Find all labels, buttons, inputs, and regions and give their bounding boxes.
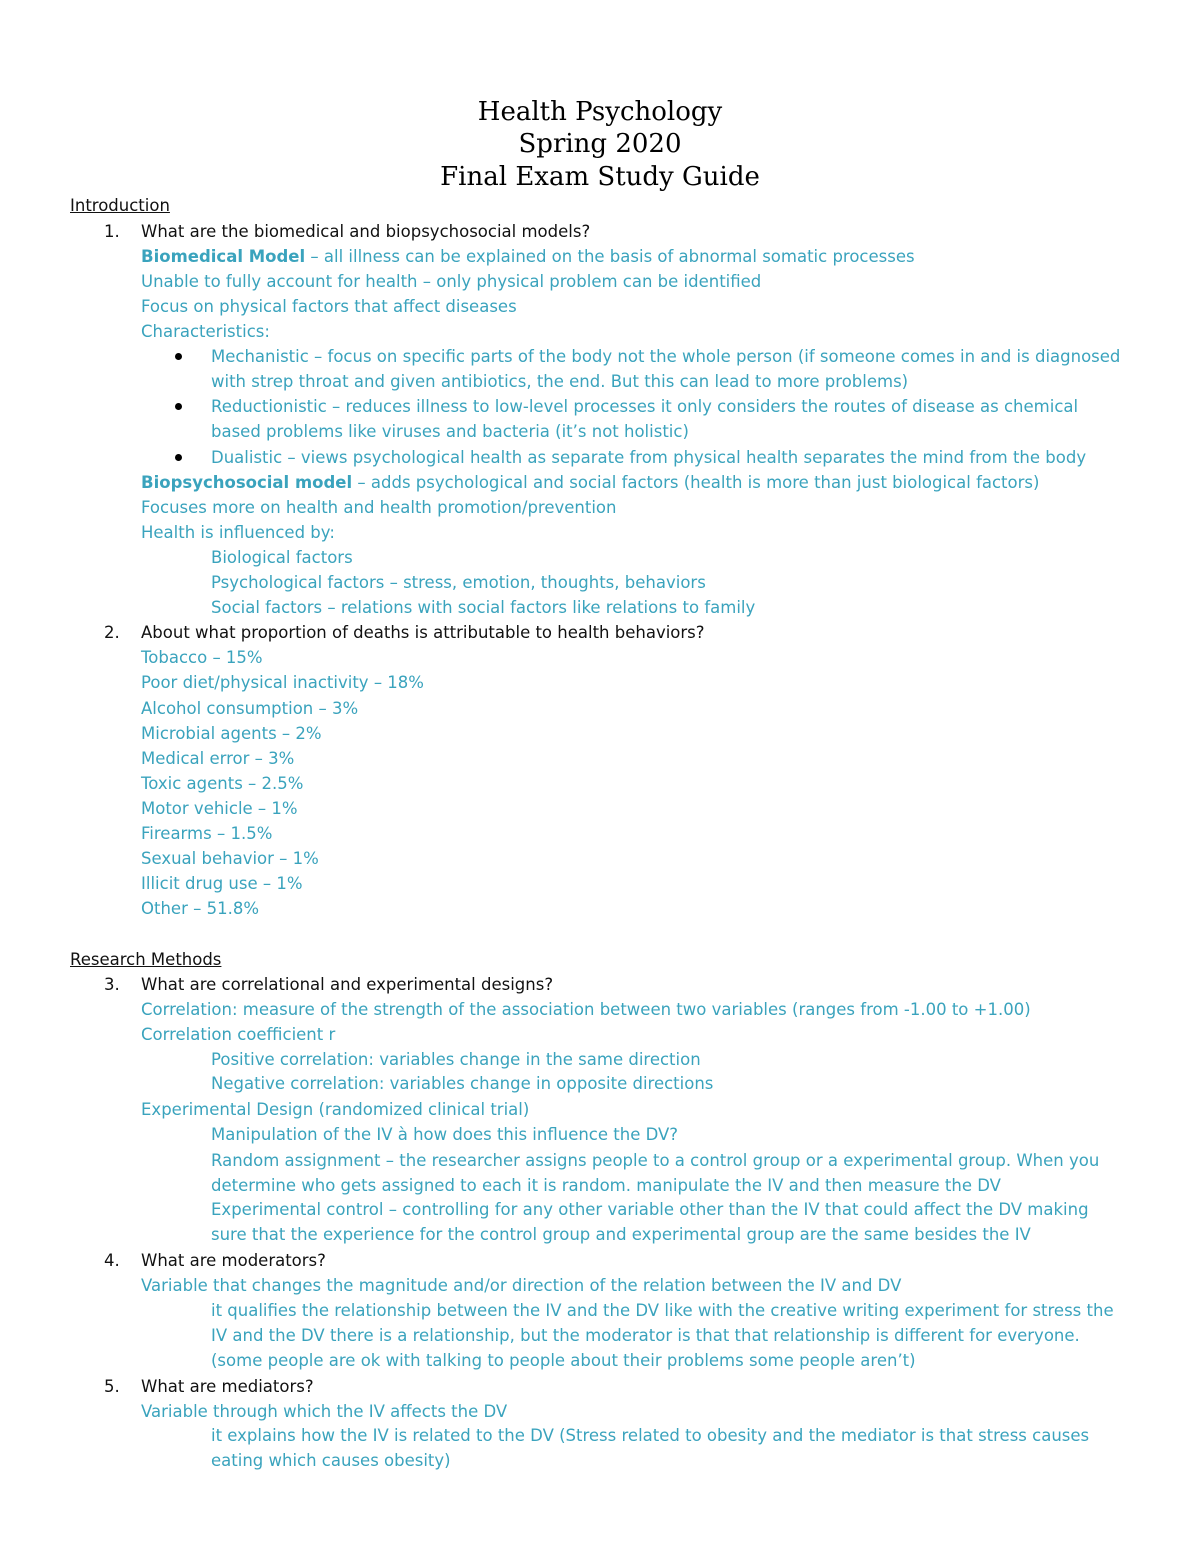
list-item: Toxic agents – 2.5% (141, 774, 304, 793)
answer-line: Correlation: measure of the strength of the association between two variables (ranges from -1.00 to +1.00) (141, 1000, 1031, 1019)
answer-line: Health is influenced by: (141, 523, 335, 542)
question-text: What are mediators? (141, 1377, 314, 1396)
answer-line-indented: it explains how the IV is related to the DV (Stress related to obesity and the mediator is that stress causes (211, 1426, 1090, 1445)
term-biomedical-model: Biomedical Model (141, 247, 306, 266)
answer-line-indented: Random assignment – the researcher assigns people to a control group or a experimental group. When you (211, 1151, 1100, 1170)
list-item: Sexual behavior – 1% (141, 849, 319, 868)
question-number: 4. (104, 1251, 120, 1270)
answer-line-indented: eating which causes obesity) (211, 1451, 451, 1470)
answer-line: Unable to fully account for health – only physical problem can be identified (141, 272, 762, 291)
bullet-icon (175, 454, 182, 461)
list-item: Medical error – 3% (141, 749, 295, 768)
answer-line-indented: IV and the DV there is a relationship, but the moderator is that that relationship is different for everyone. (211, 1326, 1080, 1345)
bullet-text: Dualistic – views psychological health as separate from physical health separates the mind from the body (211, 448, 1087, 467)
answer-line: Characteristics: (141, 322, 270, 341)
list-item: Firearms – 1.5% (141, 824, 273, 843)
bullet-text: Mechanistic – focus on specific parts of the body not the whole person (if someone comes in and is diagnosed (211, 347, 1121, 366)
factor-line: Psychological factors – stress, emotion, thoughts, behaviors (211, 573, 706, 592)
answer-line-indented: Manipulation of the IV à how does this influence the DV? (211, 1125, 679, 1144)
bullet-text-continued: with strep throat and given antibiotics, the end. But this can lead to more problems) (211, 372, 909, 391)
bullet-text-continued: based problems like viruses and bacteria (it’s not holistic) (211, 422, 689, 441)
question-number: 2. (104, 623, 120, 642)
term-definition: – adds psychological and social factors (health is more than just biological factors) (352, 473, 1040, 492)
bullet-icon (175, 403, 182, 410)
answer-line: Experimental Design (randomized clinical trial) (141, 1100, 530, 1119)
question-number: 1. (104, 222, 120, 241)
bullet-text: Reductionistic – reduces illness to low-level processes it only considers the routes of disease as chemical (211, 397, 1079, 416)
doc-subtitle-term: Spring 2020 (518, 129, 682, 159)
section-heading-research-methods: Research Methods (70, 950, 222, 969)
answer-line-indented: it qualifies the relationship between the IV and the DV like with the creative writing experiment for stress the (211, 1301, 1114, 1320)
answer-line-indented: Experimental control – controlling for any other variable other than the IV that could affect the DV making (211, 1200, 1089, 1219)
term-definition: – all illness can be explained on the basis of abnormal somatic processes (305, 247, 915, 266)
question-text: What are moderators? (141, 1251, 326, 1270)
answer-line: Variable that changes the magnitude and/or direction of the relation between the IV and DV (141, 1276, 902, 1295)
factor-line: Biological factors (211, 548, 353, 567)
answer-line-indented: Negative correlation: variables change in opposite directions (211, 1074, 714, 1093)
list-item: Alcohol consumption – 3% (141, 699, 359, 718)
answer-line-indented: (some people are ok with talking to people about their problems some people aren’t) (211, 1351, 916, 1370)
factor-line: Social factors – relations with social factors like relations to family (211, 598, 756, 617)
question-text: About what proportion of deaths is attributable to health behaviors? (141, 623, 705, 642)
term-biopsychosocial-model: Biopsychosocial model (141, 473, 353, 492)
answer-line: Focus on physical factors that affect diseases (141, 297, 517, 316)
question-number: 5. (104, 1377, 120, 1396)
doc-subtitle-guide: Final Exam Study Guide (440, 162, 760, 192)
answer-line: Variable through which the IV affects the DV (141, 1402, 508, 1421)
answer-line (141, 246, 915, 268)
answer-line (141, 472, 1039, 494)
list-item: Other – 51.8% (141, 899, 260, 918)
doc-title: Health Psychology (477, 97, 723, 127)
list-item: Poor diet/physical inactivity – 18% (141, 673, 424, 692)
section-heading-introduction: Introduction (70, 196, 170, 215)
question-number: 3. (104, 975, 120, 994)
bullet-icon (175, 353, 182, 360)
question-text: What are correlational and experimental designs? (141, 975, 554, 994)
answer-line-indented: determine who gets assigned to each it is random. manipulate the IV and then measure the DV (211, 1176, 1001, 1195)
list-item: Illicit drug use – 1% (141, 874, 303, 893)
question-text: What are the biomedical and biopsychosocial models? (141, 222, 591, 241)
list-item: Motor vehicle – 1% (141, 799, 298, 818)
list-item: Microbial agents – 2% (141, 724, 322, 743)
answer-line: Correlation coefficient r (141, 1025, 336, 1044)
answer-line-indented: Positive correlation: variables change in the same direction (211, 1050, 701, 1069)
answer-line: Focuses more on health and health promotion/prevention (141, 498, 617, 517)
answer-line-indented: sure that the experience for the control group and experimental group are the same besides the IV (211, 1225, 1031, 1244)
list-item: Tobacco – 15% (141, 648, 263, 667)
